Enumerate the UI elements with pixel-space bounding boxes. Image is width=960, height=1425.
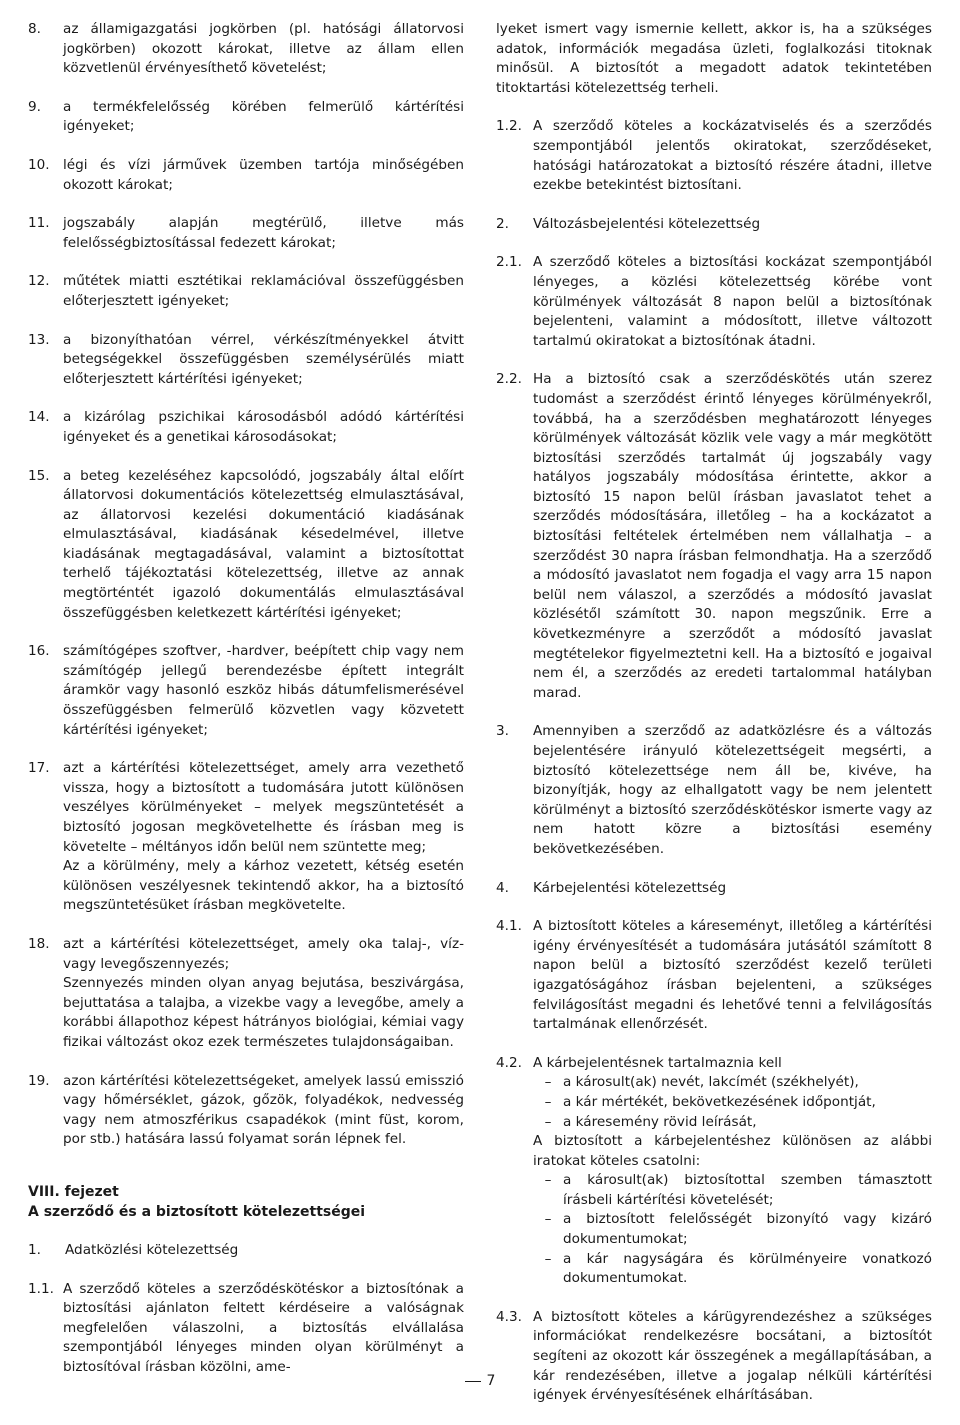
list-item: [28, 1072, 464, 1150]
item-text: A biztosított köteles a kárügyrendezéshez a szükséges információkat rendelkezésre bocsátani, a biztosítót segíteni az okozott kár összegének a megállapításában, a kár rendezésében, illetve a jogalap nélküli kártérítési igények érvényesítésének elhárításában.: [533, 1308, 932, 1404]
section-title: Változásbejelentési kötelezettség: [533, 215, 761, 232]
list-item: [496, 253, 932, 351]
chapter-title: A szerződő és a biztosított kötelezettségei: [28, 1203, 366, 1220]
section-heading: [496, 879, 932, 899]
right-column: [496, 20, 932, 1425]
item-number: 9.: [28, 98, 41, 115]
list-item: [496, 722, 932, 859]
item-number: 4.1.: [496, 918, 522, 935]
dash-list-item: [533, 1171, 932, 1210]
item-number: 14.: [28, 409, 50, 426]
section-number: 2.: [496, 215, 509, 232]
list-item: [28, 1280, 464, 1378]
list-item: [496, 20, 932, 98]
list-item: [496, 917, 932, 1035]
list-item: [28, 642, 464, 740]
section-heading: [496, 215, 932, 235]
item-number: 4.2.: [496, 1054, 522, 1071]
chapter-heading: [28, 1182, 464, 1222]
item-number: 4.3.: [496, 1308, 522, 1325]
item-text: A szerződő köteles a szerződéskötéskor a biztosítónak a biztosítási ajánlaton feltett kérdéseire a valóságnak megfelelően válaszolni, a biztosítás elvállalása szempontjából lényeges minden olyan körülményt a biztosítóval írásban közölni, ame-: [63, 1280, 464, 1375]
page-footer: [0, 1372, 960, 1392]
page-number: 7: [486, 1373, 496, 1389]
section-title: Kárbejelentési kötelezettség: [533, 879, 727, 896]
list-item: [28, 467, 464, 624]
section-heading: [28, 1241, 464, 1261]
dash-list-text: a káresemény rövid leírását,: [563, 1113, 757, 1130]
dash-list: [533, 1073, 932, 1132]
list-item: [496, 117, 932, 195]
item-text: műtétek miatti esztétikai reklamációval összefüggésben előterjesztett igényeket;: [63, 273, 464, 309]
item-number: 13.: [28, 331, 50, 348]
item-text: A szerződő köteles a biztosítási kockázat szempontjából lényeges, a közlési kötelezettség körébe vont körülmények változását 8 napon belül a biztosítónak bejelenteni, valamint a módosított, illetve változott tartalmú okiratokat a biztosítónak átadni.: [533, 254, 932, 349]
list-item: [28, 98, 464, 137]
list-item: [28, 935, 464, 1053]
item-number: 15.: [28, 467, 50, 484]
item-number: 1.1.: [28, 1280, 54, 1297]
dash-list-text: a kár nagyságára és körülményeire vonatkozó dokumentumokat.: [563, 1250, 932, 1287]
dash-marker: –: [544, 1113, 552, 1130]
item-text-continued: Az a körülmény, mely a kárhoz vezetett, kétség esetén különösen veszélyesnek tekintendő akkor, ha a biztosító megszüntetésüket írásban megkövetelte.: [63, 858, 464, 914]
list-item: [28, 156, 464, 195]
item-text: A biztosított köteles a káreseményt, illetőleg a kártérítési igény érvényesítését a tudomására jutásától számított 8 napon belül a biztosító szerződést kezelő területi igazgatóságához írásban bejelenteni, a szükséges felvilágosítást megadni és lehetővé tenni a felvilágosítás tartalmának ellenőrzését.: [533, 918, 932, 1033]
dash-marker: –: [544, 1211, 552, 1228]
item-text: légi és vízi járművek üzemben tartója minőségében okozott károkat;: [63, 156, 464, 193]
item-text: számítógépes szoftver, -hardver, beépített chip vagy nem számítógép jellegű berendezésbe épített integrált áramkör vagy hasonló eszköz hibás dátumfelismerésével összefüggésben felmerülő közvetlen vagy közvetett kártérítési igényeket;: [63, 643, 464, 738]
item-text-continued: Szennyezés minden olyan anyag bejutása, beszivárgása, bejuttatása a talajba, a vizekbe vagy a levegőbe, amely a korábbi állapothoz képest hátrányos biológiai, kémiai vagy fizikai változást okoz ezek természetes tulajdonságaiban.: [63, 975, 464, 1050]
item-number: 10.: [28, 156, 50, 173]
section-number: 1.: [28, 1241, 41, 1258]
list-item: [28, 759, 464, 916]
dash-list-text: a károsult(ak) biztosítottal szemben támasztott írásbeli kártérítési követelését;: [563, 1172, 932, 1208]
item-number: 12.: [28, 273, 50, 290]
section-number: 4.: [496, 879, 509, 896]
dash-list-text: a károsult(ak) nevét, lakcímét (székhelyét),: [563, 1074, 859, 1091]
list-item: [496, 1054, 932, 1289]
item-number: 17.: [28, 760, 50, 777]
item-text: az államigazgatási jogkörben (pl. hatósági állatorvosi jogkörben) okozott károkat, illetve az állam ellen közvetlenül érvényesíthető követelést;: [63, 21, 464, 77]
item-number: 8.: [28, 21, 41, 37]
dash-list: [533, 1171, 932, 1289]
item-text-continued: lyeket ismert vagy ismernie kellett, akkor is, ha a szükséges adatok, információk megadása üzleti, foglalkozási titoknak minősül. A biztosítót a megadott adatok tekintetében titoktartási kötelezettség terheli.: [496, 21, 932, 96]
dash-list-text: a kár mértékét, bekövetkezésének időpontját,: [563, 1093, 876, 1110]
dash-marker: –: [544, 1093, 552, 1110]
section-title: Adatközlési kötelezettség: [65, 1241, 239, 1258]
dash-list-item: [533, 1113, 932, 1133]
item-number: 18.: [28, 935, 50, 952]
item-text: azt a kártérítési kötelezettséget, amely oka talaj-, víz- vagy levegőszennyezés;: [63, 935, 464, 972]
dash-marker: –: [544, 1172, 552, 1189]
list-item: [28, 20, 464, 79]
footer-dash: [465, 1381, 481, 1382]
list-item: [28, 331, 464, 390]
item-number: 2.1.: [496, 254, 522, 271]
item-number: 1.2.: [496, 118, 522, 135]
item-text: azt a kártérítési kötelezettséget, amely arra vezethető vissza, hogy a biztosított a tudomására jutott különösen veszélyes körülményeket – melyek megszüntetését a biztosító jogosan megkövetelhette és írásban meg is követelte – méltányos időn belül nem szüntette meg;: [63, 760, 464, 855]
item-number: 19.: [28, 1072, 50, 1089]
list-item: [28, 214, 464, 253]
item-text: A szerződő köteles a kockázatviselés és a szerződés szempontjából jelentős okiratokat, szerződéseket, hatósági határozatokat a biztosító részére átadni, illetve ezekbe betekintést biztosítani.: [533, 118, 932, 194]
dash-list-item: [533, 1250, 932, 1289]
item-text: a bizonyíthatóan vérrel, vérkészítményekkel átvitt betegségekkel összefüggésben személysérülés miatt előterjesztett kártérítési igényeket;: [63, 331, 464, 387]
dash-marker: –: [544, 1250, 552, 1267]
dash-marker: –: [544, 1074, 552, 1091]
item-number: 3.: [496, 723, 509, 740]
item-text-continued: A biztosított a kárbejelentéshez különösen az alábbi iratokat köteles csatolni:: [533, 1133, 932, 1169]
item-text: a termékfelelősség körében felmerülő kártérítési igényeket;: [63, 98, 464, 135]
item-text: jogszabály alapján megtérülő, illetve más felelősségbiztosítással fedezett károkat;: [63, 215, 464, 251]
list-item: [28, 408, 464, 447]
list-item: [28, 272, 464, 311]
item-number: 11.: [28, 215, 50, 232]
item-text: Amennyiben a szerződő az adatközlésre és a változás bejelentésére irányuló kötelezettségeit megsérti, a biztosító kötelezettsége nem áll be, kivéve, ha bizonyítják, hogy az elhallgatott vagy be nem jelentett körülményt a biztosító szerződéskötéskor ismerte vagy az nem hatott közre a biztosítási esemény bekövetkezésében.: [533, 723, 932, 857]
item-text: Ha a biztosító csak a szerződéskötés után szerez tudomást a szerződést érintő lényeges körülményekről, továbbá, ha a szerződésben meghatározott lényeges körülmények változását közlik vele vagy a már megkötött biztosítási szerződés tartalmát új jogszabály vagy hatályos jogszabály módosítása érintette, akkor a biztosító 15 napon belül írásban javaslatot tehet a szerződés módosítására, illetőleg – ha a kockázatot a biztosítási feltételek értelmében nem vállalhatja – a szerződést 30 napra írásban felmondhatja. Ha a szerződő a módosító javaslatot nem fogadja el vagy arra 15 napon belül nem válaszol, a szerződés a módosító javaslat közlésétől számított 30. napon megszűnik. Erre a következményre a szerződőt a módosító javaslat megtételekor figyelmeztetni kell. Ha a biztosító e jogaival nem él, a szerződés az eredeti tartalommal hatályban marad.: [533, 371, 932, 701]
list-item: [496, 370, 932, 703]
item-number: 2.2.: [496, 371, 522, 388]
dash-list-item: [533, 1093, 932, 1113]
item-number: 16.: [28, 643, 50, 660]
item-text: a kizárólag pszichikai károsodásból adódó kártérítési igényeket és a genetikai károsodásokat;: [63, 409, 464, 445]
chapter-number: VIII. fejezet: [28, 1183, 119, 1200]
item-text: azon kártérítési kötelezettségeket, amelyek lassú emisszió vagy hőmérséklet, gázok, gőzök, folyadékok, nedvesség vagy nem atmoszférikus csapadékok (mint füst, korom, por stb.) hatására lassú folyamat során lépnek fel.: [63, 1072, 464, 1148]
item-text: A kárbejelentésnek tartalmaznia kell: [533, 1054, 782, 1071]
dash-list-item: [533, 1073, 932, 1093]
left-column: [28, 20, 464, 1396]
item-text: a beteg kezeléséhez kapcsolódó, jogszabály által előírt állatorvosi dokumentációs kötelezettség elmulasztásával, az állatorvosi kezelési dokumentáció kiadásának elmulasztásával, kiadásának késedelmével, illetve kiadásának megtagadásával, valamint a biztosítottat terhelő tájékoztatási kötelezettség, illetve az annak megtörténtét igazoló dokumentálás elmulasztásával összefüggésben keletkezett kártérítési igényeket;: [63, 467, 464, 621]
dash-list-text: a biztosított felelősségét bizonyító vagy kizáró dokumentumokat;: [563, 1211, 932, 1248]
dash-list-item: [533, 1210, 932, 1249]
